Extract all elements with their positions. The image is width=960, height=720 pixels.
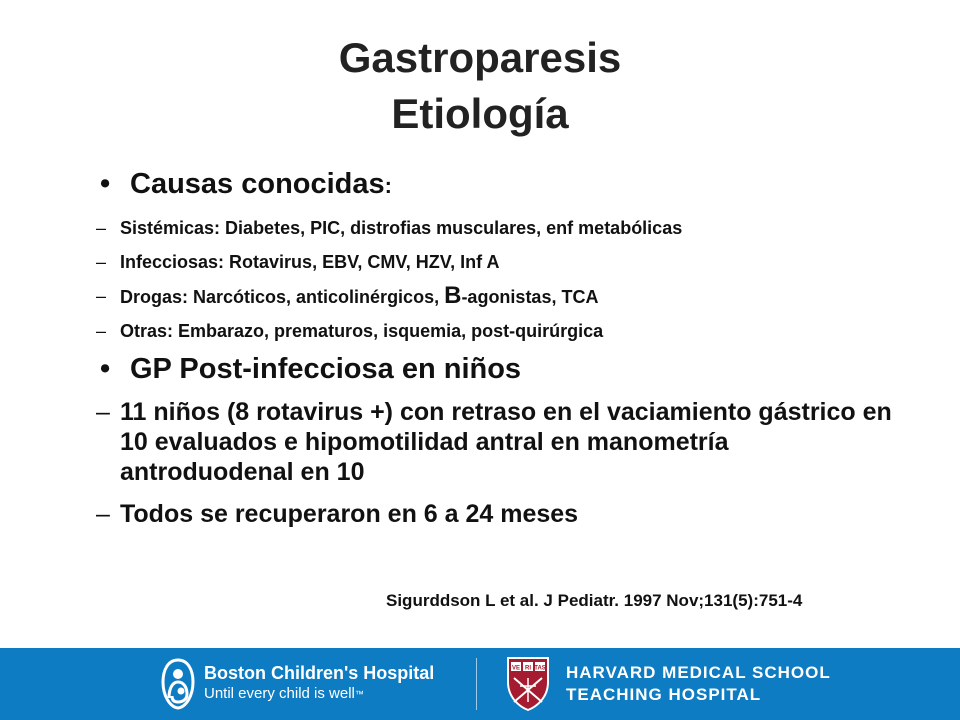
bullet-dot-icon: •: [100, 353, 111, 385]
bullet-label: GP Post-infecciosa en niños: [130, 353, 522, 385]
sub-item-otras: [96, 317, 920, 345]
title-line-2: Etiología: [391, 90, 569, 137]
sub-item-recuperacion: [96, 499, 920, 529]
dash-icon: –: [96, 252, 107, 272]
hms-line-1: HARVARD MEDICAL SCHOOL: [566, 663, 831, 682]
sub-item-estudio: [96, 397, 900, 487]
slide-title: [0, 30, 960, 142]
boston-childrens-logo-icon: [160, 658, 196, 710]
dash-icon: –: [96, 500, 110, 528]
drogas-text-pre: Drogas: Narcóticos, anticolinérgicos,: [120, 287, 445, 307]
dash-icon: –: [96, 218, 107, 238]
hms-line-2: TEACHING HOSPITAL: [566, 685, 762, 704]
bch-tagline: Until every child is well: [204, 685, 355, 702]
bullet-label: Causas conocidas: [130, 168, 385, 200]
bullet-dot-icon: •: [100, 168, 111, 200]
citation: Sigurddson L et al. J Pediatr. 1997 Nov;131(5):751-4: [386, 591, 803, 610]
footer-bar: [0, 648, 960, 720]
bch-name: Boston Children's Hospital: [204, 663, 435, 683]
sub-item-text: Sistémicas: Diabetes, PIC, distrofias musculares, enf metabólicas: [120, 218, 683, 238]
shield-ve: VE: [511, 665, 521, 672]
sub-item-text: Infecciosas: Rotavirus, EBV, CMV, HZV, Inf A: [120, 252, 500, 272]
bullet-causas-conocidas: [100, 166, 920, 204]
dash-icon: –: [96, 398, 110, 426]
sub-item-text: Otras: Embarazo, prematuros, isquemia, post-quirúrgica: [120, 321, 604, 341]
bullet-gp-post-infecciosa: [100, 351, 920, 387]
drogas-text-post: -agonistas, TCA: [461, 287, 599, 307]
bch-trademark: ™: [354, 689, 364, 699]
sub-item-sistemicas: [96, 214, 920, 242]
footer-divider: [476, 658, 477, 710]
hms-text: [566, 662, 831, 706]
shield-tas: TAS: [534, 665, 546, 672]
bullet-label-colon: :: [384, 173, 392, 198]
shield-ri: RI: [525, 665, 531, 672]
bch-tagline-row: [204, 684, 434, 704]
harvard-shield-icon: [506, 656, 550, 712]
sub-item-text: [120, 282, 920, 311]
title-line-1: Gastroparesis: [338, 34, 622, 81]
sub-item-infecciosas: [96, 248, 920, 276]
sub-item-text: 11 niños (8 rotavirus +) con retraso en el vaciamiento gástrico en 10 evaluados e hipomotilidad antral en manometría antroduodenal en 10: [120, 398, 892, 486]
slide-content: [96, 166, 920, 541]
dash-icon: –: [96, 321, 107, 341]
sub-item-drogas: [96, 282, 920, 311]
dash-icon: –: [96, 286, 107, 306]
beta-symbol: B: [444, 282, 462, 309]
bch-text: [204, 662, 434, 704]
sub-item-text: Todos se recuperaron en 6 a 24 meses: [120, 500, 579, 528]
